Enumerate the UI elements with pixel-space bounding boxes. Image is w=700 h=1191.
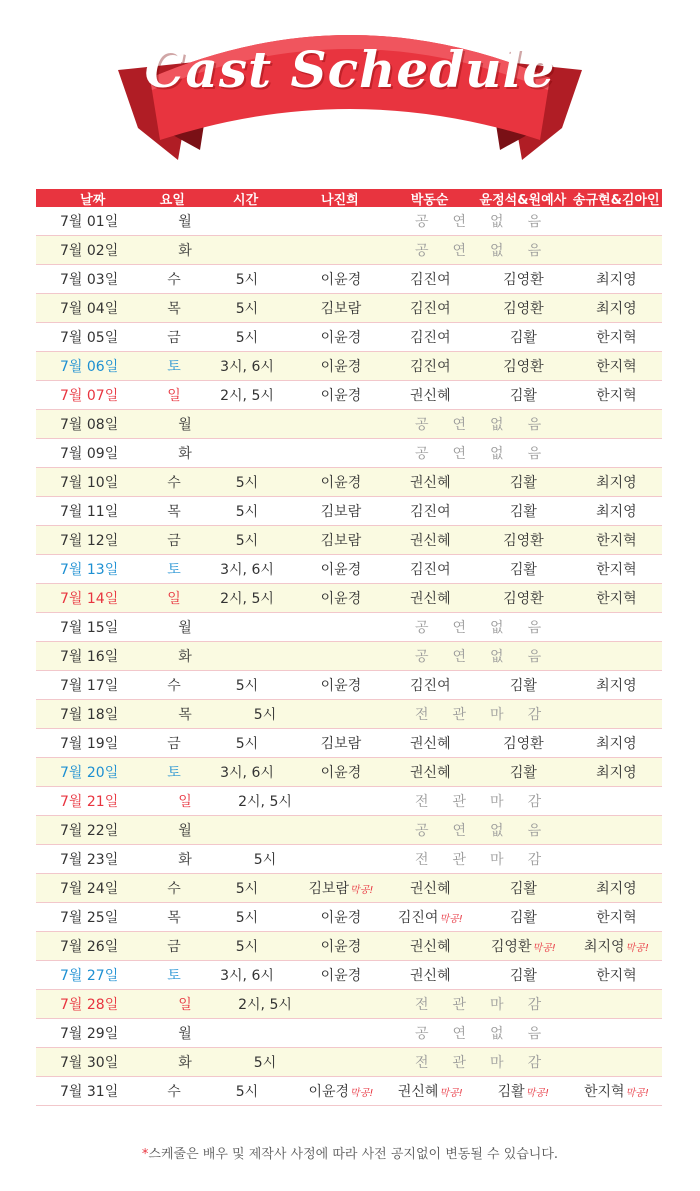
cast-name: 김영환 [503, 359, 544, 375]
row-cast-2 [385, 472, 476, 492]
cast-name: 김진여 [410, 562, 451, 578]
row-day: 금 [167, 736, 181, 752]
row-date: 7월 28일 [60, 997, 119, 1013]
row-day: 토 [167, 359, 181, 375]
row-date: 7월 31일 [60, 1084, 119, 1100]
last-show-badge: 막공! [625, 943, 649, 954]
row-time: 5시 [235, 678, 259, 694]
cast-name: 한지혁 [596, 968, 637, 984]
row-time: 3시, 6시 [220, 359, 274, 375]
row-cast-2 [385, 298, 476, 318]
row-date: 7월 22일 [60, 823, 119, 839]
row-date: 7월 19일 [60, 736, 119, 752]
row-time: 3시, 6시 [220, 765, 274, 781]
cast-name: 김영환 [503, 736, 544, 752]
header-cast-2: 박동순 [410, 192, 449, 208]
table-row [36, 236, 662, 265]
row-date: 7월 27일 [60, 968, 119, 984]
row-date: 7월 29일 [60, 1026, 119, 1042]
row-time: 5시 [235, 910, 259, 926]
row-cast-2 [385, 501, 476, 521]
table-row [36, 497, 662, 526]
table-row [36, 381, 662, 410]
row-day: 월 [178, 417, 192, 433]
row-date: 7월 13일 [60, 562, 119, 578]
table-row [36, 990, 662, 1019]
row-date: 7월 15일 [60, 620, 119, 636]
row-cast-3 [476, 965, 571, 985]
row-cast-3 [476, 588, 571, 608]
row-date: 7월 11일 [60, 504, 119, 520]
row-day: 일 [178, 794, 192, 810]
cast-name: 권신혜 [410, 968, 451, 984]
cast-name: 최지영 [583, 939, 625, 955]
header-cast-3: 윤정석&원예사 [479, 192, 567, 208]
row-cast-1 [297, 878, 385, 898]
cast-name: 권신혜 [410, 388, 451, 404]
table-row [36, 845, 662, 874]
row-day: 화 [178, 649, 192, 665]
row-date: 7월 08일 [60, 417, 119, 433]
cast-name: 김활 [509, 330, 537, 346]
row-date: 7월 21일 [60, 794, 119, 810]
row-date: 7월 09일 [60, 446, 119, 462]
row-date: 7월 16일 [60, 649, 119, 665]
cast-name: 이윤경 [320, 765, 362, 781]
header-date: 날짜 [80, 192, 106, 208]
table-row [36, 613, 662, 642]
row-cast-3 [476, 269, 571, 289]
cast-name: 이윤경 [320, 968, 362, 984]
cast-name: 김보람 [320, 736, 362, 752]
cast-name: 김활 [509, 765, 537, 781]
cast-name: 김진여 [410, 678, 451, 694]
row-date: 7월 25일 [60, 910, 119, 926]
row-cast-1 [297, 501, 385, 521]
table-body [36, 207, 662, 1106]
row-day: 수 [167, 475, 181, 491]
table-row [36, 468, 662, 497]
table-row [36, 294, 662, 323]
row-cast-3 [476, 385, 571, 405]
row-day: 화 [178, 852, 192, 868]
row-date: 7월 07일 [60, 388, 119, 404]
row-time: 5시 [235, 475, 259, 491]
cast-name: 김영환 [503, 533, 544, 549]
row-date: 7월 26일 [60, 939, 119, 955]
row-cast-1 [297, 936, 385, 956]
row-cast-4 [571, 501, 662, 521]
cast-name: 이윤경 [320, 330, 362, 346]
cast-name: 이윤경 [320, 359, 362, 375]
cast-name: 김보람 [320, 504, 362, 520]
table-row [36, 323, 662, 352]
table-row [36, 758, 662, 787]
table-row [36, 874, 662, 903]
row-cast-2 [385, 269, 476, 289]
row-cast-4 [571, 269, 662, 289]
row-cast-1 [297, 675, 385, 695]
row-note: 공연없음 [415, 417, 566, 433]
row-date: 7월 17일 [60, 678, 119, 694]
cast-name: 김활 [509, 388, 537, 404]
row-cast-4 [571, 1081, 662, 1101]
table-row [36, 816, 662, 845]
banner-title: Cast Schedule [144, 40, 556, 99]
row-time: 2시, 5시 [220, 591, 274, 607]
row-date: 7월 02일 [60, 243, 119, 259]
cast-name: 이윤경 [320, 388, 362, 404]
cast-schedule-banner [0, 0, 700, 180]
table-row [36, 555, 662, 584]
row-cast-3 [476, 559, 571, 579]
cast-name: 김보람 [320, 301, 362, 317]
row-note: 전관마감 [415, 852, 566, 868]
row-date: 7월 12일 [60, 533, 119, 549]
table-header [36, 189, 662, 207]
table-row [36, 1019, 662, 1048]
cast-name: 김영환 [503, 591, 544, 607]
cast-name: 김활 [509, 678, 537, 694]
row-time: 2시, 5시 [238, 794, 292, 810]
cast-name: 최지영 [596, 736, 637, 752]
cast-name: 이윤경 [320, 272, 362, 288]
table-row [36, 787, 662, 816]
row-date: 7월 14일 [60, 591, 119, 607]
row-cast-4 [571, 965, 662, 985]
cast-name: 한지혁 [596, 359, 637, 375]
row-day: 목 [167, 301, 181, 317]
table-row [36, 671, 662, 700]
row-cast-3 [476, 298, 571, 318]
row-date: 7월 06일 [60, 359, 119, 375]
cast-name: 최지영 [596, 475, 637, 491]
cast-name: 김활 [509, 881, 537, 897]
row-day: 토 [167, 765, 181, 781]
row-time: 5시 [235, 504, 259, 520]
last-show-badge: 막공! [532, 943, 556, 954]
row-cast-1 [297, 559, 385, 579]
row-date: 7월 04일 [60, 301, 119, 317]
row-day: 금 [167, 939, 181, 955]
row-day: 수 [167, 678, 181, 694]
row-date: 7월 03일 [60, 272, 119, 288]
cast-name: 김활 [497, 1084, 525, 1100]
row-cast-4 [571, 733, 662, 753]
cast-name: 한지혁 [596, 533, 637, 549]
cast-name: 김진여 [410, 272, 451, 288]
cast-name: 한지혁 [596, 330, 637, 346]
row-day: 수 [167, 1084, 181, 1100]
table-row [36, 410, 662, 439]
row-day: 화 [178, 1055, 192, 1071]
cast-name: 김진여 [410, 301, 451, 317]
row-time: 5시 [253, 852, 277, 868]
header-cast-1: 나진희 [321, 192, 359, 208]
row-time: 5시 [235, 1084, 259, 1100]
row-cast-2 [385, 936, 476, 956]
row-cast-1 [297, 356, 385, 376]
row-time: 5시 [253, 1055, 277, 1071]
row-date: 7월 18일 [60, 707, 119, 723]
row-note: 공연없음 [415, 620, 566, 636]
row-cast-3 [476, 501, 571, 521]
last-show-badge: 막공! [350, 885, 374, 896]
cast-name: 권신혜 [410, 765, 451, 781]
footnote-text: 스케줄은 배우 및 제작사 사정에 따라 사전 공지없이 변동될 수 있습니다. [148, 1147, 559, 1162]
row-cast-3 [476, 907, 571, 927]
row-cast-2 [385, 733, 476, 753]
row-day: 금 [167, 533, 181, 549]
cast-name: 최지영 [596, 301, 637, 317]
row-cast-3 [476, 472, 571, 492]
row-cast-3 [476, 878, 571, 898]
row-day: 수 [167, 881, 181, 897]
footnote-star: * [141, 1147, 149, 1162]
row-date: 7월 30일 [60, 1055, 119, 1071]
cast-name: 김활 [509, 504, 537, 520]
last-show-badge: 막공! [439, 1088, 463, 1099]
cast-name: 권신혜 [410, 939, 451, 955]
cast-name: 김진여 [410, 504, 451, 520]
cast-name: 이윤경 [320, 939, 362, 955]
cast-name: 이윤경 [320, 562, 362, 578]
row-time: 5시 [235, 881, 259, 897]
row-time: 3시, 6시 [220, 968, 274, 984]
cast-name: 최지영 [596, 678, 637, 694]
table-row [36, 1077, 662, 1106]
row-time: 5시 [235, 301, 259, 317]
cast-name: 김보람 [308, 881, 350, 897]
cast-name: 김진여 [410, 359, 451, 375]
cast-name: 김영환 [503, 301, 544, 317]
row-day: 일 [167, 591, 181, 607]
cast-name: 권신혜 [410, 591, 451, 607]
row-cast-2 [385, 559, 476, 579]
row-cast-1 [297, 530, 385, 550]
cast-name: 한지혁 [596, 562, 637, 578]
row-time: 5시 [235, 272, 259, 288]
row-cast-2 [385, 762, 476, 782]
table-row [36, 526, 662, 555]
row-cast-1 [297, 298, 385, 318]
cast-name: 이윤경 [320, 910, 362, 926]
table-row [36, 1048, 662, 1077]
cast-name: 이윤경 [308, 1084, 350, 1100]
cast-name: 한지혁 [596, 591, 637, 607]
row-day: 목 [178, 707, 192, 723]
row-day: 월 [178, 1026, 192, 1042]
header-time: 시간 [233, 192, 259, 208]
header-day: 요일 [159, 192, 185, 208]
row-cast-2 [385, 530, 476, 550]
cast-name: 김보람 [320, 533, 362, 549]
row-cast-2 [385, 588, 476, 608]
row-note: 공연없음 [415, 1026, 566, 1042]
row-day: 일 [178, 997, 192, 1013]
row-time: 5시 [253, 707, 277, 723]
row-cast-2 [385, 965, 476, 985]
row-cast-1 [297, 733, 385, 753]
row-cast-4 [571, 298, 662, 318]
row-cast-2 [385, 675, 476, 695]
schedule-table [36, 189, 662, 1106]
row-note: 공연없음 [415, 823, 566, 839]
row-cast-1 [297, 472, 385, 492]
row-cast-4 [571, 356, 662, 376]
cast-name: 김영환 [503, 272, 544, 288]
row-cast-1 [297, 327, 385, 347]
row-cast-4 [571, 327, 662, 347]
cast-name: 이윤경 [320, 475, 362, 491]
table-row [36, 207, 662, 236]
row-date: 7월 23일 [60, 852, 119, 868]
row-cast-3 [476, 327, 571, 347]
cast-name: 김영환 [490, 939, 532, 955]
row-cast-3 [476, 936, 571, 956]
table-row [36, 584, 662, 613]
row-day: 토 [167, 562, 181, 578]
row-time: 2시, 5시 [238, 997, 292, 1013]
cast-name: 김활 [509, 562, 537, 578]
row-date: 7월 20일 [60, 765, 119, 781]
row-day: 월 [178, 823, 192, 839]
row-cast-2 [385, 327, 476, 347]
row-day: 일 [167, 388, 181, 404]
row-cast-4 [571, 472, 662, 492]
row-cast-3 [476, 733, 571, 753]
row-cast-3 [476, 675, 571, 695]
table-row [36, 932, 662, 961]
row-time: 5시 [235, 939, 259, 955]
row-cast-4 [571, 675, 662, 695]
row-date: 7월 01일 [60, 214, 119, 230]
cast-name: 김활 [509, 968, 537, 984]
cast-name: 한지혁 [583, 1084, 625, 1100]
cast-name: 김활 [509, 910, 537, 926]
row-cast-4 [571, 530, 662, 550]
row-time: 5시 [235, 330, 259, 346]
row-cast-1 [297, 965, 385, 985]
row-cast-2 [385, 356, 476, 376]
row-day: 월 [178, 620, 192, 636]
row-day: 화 [178, 243, 192, 259]
table-row [36, 642, 662, 671]
row-cast-4 [571, 385, 662, 405]
row-date: 7월 24일 [60, 881, 119, 897]
table-row [36, 439, 662, 468]
row-day: 수 [167, 272, 181, 288]
row-time: 3시, 6시 [220, 562, 274, 578]
header-cast-4: 송규현&김아인 [572, 192, 660, 208]
cast-name: 이윤경 [320, 678, 362, 694]
row-cast-3 [476, 530, 571, 550]
row-cast-1 [297, 269, 385, 289]
row-cast-2 [385, 907, 476, 927]
row-cast-1 [297, 385, 385, 405]
cast-name: 김진여 [397, 910, 439, 926]
table-row [36, 265, 662, 294]
row-cast-4 [571, 588, 662, 608]
cast-name: 권신혜 [410, 533, 451, 549]
table-row [36, 352, 662, 381]
cast-name: 최지영 [596, 272, 637, 288]
cast-name: 권신혜 [410, 736, 451, 752]
row-day: 월 [178, 214, 192, 230]
cast-name: 최지영 [596, 881, 637, 897]
cast-name: 최지영 [596, 504, 637, 520]
row-cast-4 [571, 559, 662, 579]
row-date: 7월 05일 [60, 330, 119, 346]
row-day: 금 [167, 330, 181, 346]
table-row [36, 700, 662, 729]
row-note: 공연없음 [415, 649, 566, 665]
row-day: 목 [167, 504, 181, 520]
row-cast-3 [476, 762, 571, 782]
cast-name: 권신혜 [410, 475, 451, 491]
cast-name: 최지영 [596, 765, 637, 781]
row-date: 7월 10일 [60, 475, 119, 491]
row-note: 전관마감 [415, 707, 566, 723]
last-show-badge: 막공! [350, 1088, 374, 1099]
cast-name: 한지혁 [596, 388, 637, 404]
row-cast-2 [385, 878, 476, 898]
cast-name: 이윤경 [320, 591, 362, 607]
row-cast-4 [571, 762, 662, 782]
row-cast-4 [571, 878, 662, 898]
row-note: 전관마감 [415, 997, 566, 1013]
row-note: 공연없음 [415, 446, 566, 462]
cast-name: 권신혜 [397, 1084, 439, 1100]
row-cast-1 [297, 1081, 385, 1101]
row-note: 전관마감 [415, 1055, 566, 1071]
cast-name: 권신혜 [410, 881, 451, 897]
row-cast-2 [385, 1081, 476, 1101]
row-day: 화 [178, 446, 192, 462]
row-time: 5시 [235, 736, 259, 752]
table-row [36, 729, 662, 758]
table-row [36, 903, 662, 932]
row-cast-4 [571, 936, 662, 956]
row-day: 토 [167, 968, 181, 984]
cast-name: 김활 [509, 475, 537, 491]
row-cast-2 [385, 385, 476, 405]
row-cast-1 [297, 762, 385, 782]
last-show-badge: 막공! [625, 1088, 649, 1099]
row-cast-1 [297, 907, 385, 927]
row-day: 목 [167, 910, 181, 926]
row-cast-4 [571, 907, 662, 927]
cast-name: 한지혁 [596, 910, 637, 926]
last-show-badge: 막공! [525, 1088, 550, 1099]
row-note: 공연없음 [415, 214, 566, 230]
cast-name: 김진여 [410, 330, 451, 346]
last-show-badge: 막공! [439, 914, 463, 925]
table-row [36, 961, 662, 990]
row-cast-3 [476, 356, 571, 376]
row-time: 2시, 5시 [220, 388, 274, 404]
row-note: 전관마감 [415, 794, 566, 810]
row-note: 공연없음 [415, 243, 566, 259]
row-time: 5시 [235, 533, 259, 549]
footnote [0, 1143, 700, 1162]
row-cast-1 [297, 588, 385, 608]
row-cast-3 [476, 1081, 571, 1101]
